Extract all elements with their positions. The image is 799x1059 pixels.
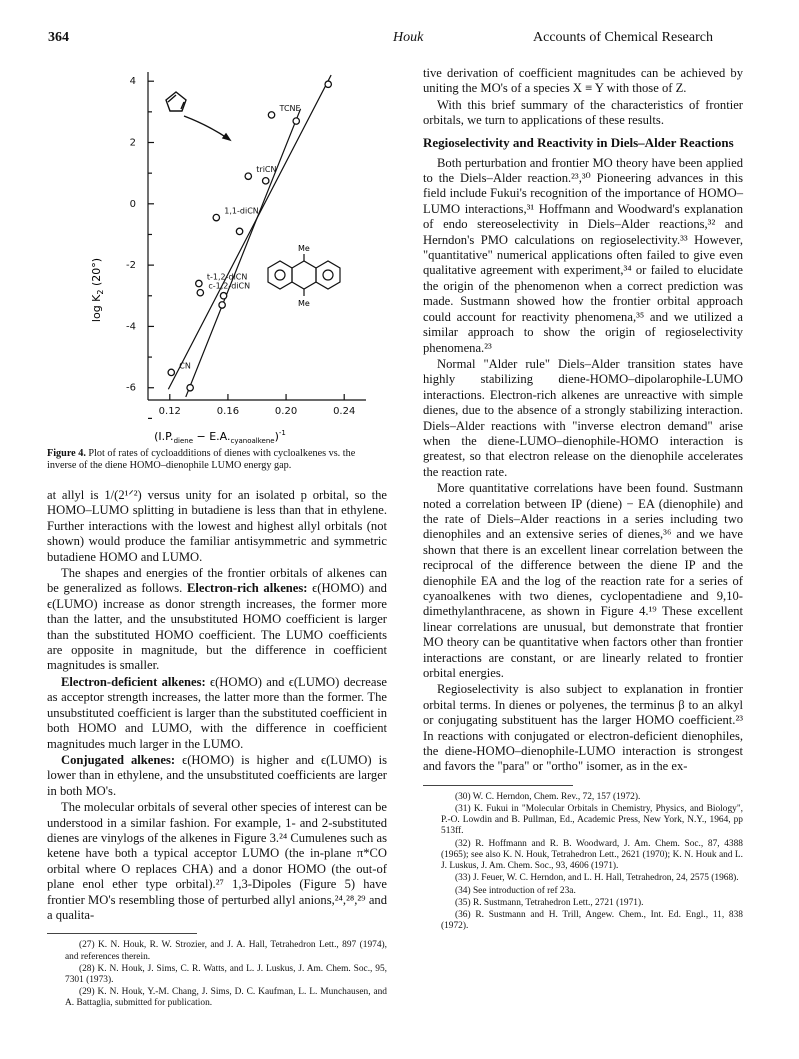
y-tick-label: 0 bbox=[129, 198, 136, 210]
footnote: (30) W. C. Herndon, Chem. Rev., 72, 157 (1972). bbox=[455, 791, 641, 802]
paragraph: More quantitative correlations have been found. Sustmann noted a correlation between IP (diene) − EA (dienophile) and the rate of Diels–Alder reactions in a series including two dienophiles and an extensive series of dienes,³⁶ and we have shown that there is an excellent linear correlation between the reciprocal of the difference between the diene IP and the dienophile EA and the log of the reaction rate for a series of cyanoalkenes with two dienes, cyclopentadiene and 9,10-dimethylanthracene, as shown in Figure 4.¹⁹ These excellent linear correlations are unusual, but demonstrate that frontier MO theory can be quantitative when factors other than frontier interactions are constant, or are linearly related to frontier orbital energies. bbox=[423, 481, 743, 681]
point-label: triCN bbox=[256, 165, 277, 175]
paragraph: Electron-deficient alkenes: ϵ(HOMO) and ϵ(LUMO) decrease as acceptor strength increases, the latter more than the former. The unsubstituted coefficient is larger than the substituted coefficient in both HOMO and LUMO, with the difference in coefficient magnitudes much larger in the LUMO. bbox=[47, 674, 387, 751]
paragraph: tive derivation of coefficient magnitudes can be achieved by uniting the MO's of a species X ≡ Y with those of Z. bbox=[423, 66, 743, 96]
paragraph: The shapes and energies of the frontier orbitals of alkenes can be generalized as follows. Electron-rich alkenes: ϵ(HOMO) and ϵ(LUMO) increase as donor strength increases, the former more than the latter, and the unsubstituted HOMO coefficient is larger than the substituted HOMO coefficient. The LUMO coefficients are opposite in magnitude, but the difference in coefficient magnitudes is smaller. bbox=[47, 566, 387, 673]
x-axis-label: $(I.P._{diene} - E.A._{cyanoalkene})^{-1}$ bbox=[154, 429, 286, 445]
data-point bbox=[219, 302, 225, 308]
y-tick-label: -2 bbox=[126, 260, 136, 272]
point-label: TCNE bbox=[279, 103, 301, 113]
point-label: c-1,2-diCN bbox=[208, 281, 251, 291]
point-label: CN bbox=[179, 361, 191, 371]
footnote: (32) R. Hoffmann and R. B. Woodward, J. Am. Chem. Soc., 87, 4388 (1965); see also K. N. Houk, Tetrahedron Lett., 2621 (1970); K. N. Houk and L. J. Luskus, J. Am. Chem. Soc., 93, 4606 (1971). bbox=[441, 838, 743, 872]
x-tick-label: 0.12 bbox=[158, 406, 181, 417]
page-number: 364 bbox=[48, 30, 69, 45]
footnote: (29) K. N. Houk, Y.-M. Chang, J. Sims, D. C. Kaufman, L. L. Munchausen, and A. Battaglia, submitted for publication. bbox=[65, 987, 387, 1009]
y-axis-label: $\log K_2$ (20°) bbox=[90, 257, 105, 323]
left-column-body bbox=[47, 488, 387, 1011]
data-point bbox=[213, 214, 219, 220]
cyclopentadiene-fit-line bbox=[168, 75, 331, 389]
paragraph: Regioselectivity is also subject to explanation in frontier orbital terms. In dienes or polyenes, the terminus β to an alkyl or conjugating substituent has the larger HOMO coefficient.²³ In reactions with conjugated or electron-deficient dienophiles, the diene-HOMO–dienophile-LUMO interaction is strongest and favors the "para" or "ortho" isomer, as in the ex- bbox=[423, 682, 743, 774]
footnote: (36) R. Sustmann and H. Trill, Angew. Chem., Int. Ed. Engl., 11, 838 (1972). bbox=[441, 909, 743, 932]
point-label: t-1,2-diCN bbox=[206, 272, 248, 282]
right-column-body bbox=[423, 66, 743, 933]
data-point bbox=[187, 385, 193, 391]
footnote-rule bbox=[47, 933, 197, 934]
running-journal: Accounts of Chemical Research bbox=[533, 30, 713, 45]
figure-caption bbox=[47, 448, 387, 472]
data-point bbox=[293, 118, 299, 124]
data-point bbox=[263, 178, 269, 184]
data-point bbox=[168, 369, 174, 375]
paragraph: at allyl is 1/(2¹ᐟ²) versus unity for an isolated p orbital, so the HOMO–LUMO splitting in butadiene is less than that in ethylene. Further interactions with the lowest and highest allyl orbitals (not shown) would produce the familiar antisymmetric and symmetric butadiene HOMO and LUMO. bbox=[47, 488, 387, 564]
figure-4-plot bbox=[60, 58, 390, 448]
footnote: (35) R. Sustmann, Tetrahedron Lett., 2721 (1971). bbox=[455, 897, 644, 908]
footnote: (33) J. Feuer, W. C. Herndon, and L. H. Hall, Tetrahedron, 24, 2575 (1968). bbox=[455, 873, 739, 884]
data-point bbox=[197, 290, 203, 296]
footnote: (34) See introduction of ref 23a. bbox=[455, 885, 576, 896]
paragraph: Normal "Alder rule" Diels–Alder transition states have highly stabilizing diene-HOMO–dipolarophile-LUMO interactions. Electron-rich alkenes are unreactive with simple dienes, due to the absence of a strongly stabilizing interaction. Diels–Alder reactions with "inverse electron demand" arise when the diene-LUMO–dienophile-HOMO interaction is greatest, so that electron release on the dienophile accelerates the reaction rate. bbox=[423, 356, 743, 479]
y-tick-label: 4 bbox=[129, 76, 136, 88]
cyclopentadiene-structure bbox=[166, 92, 230, 140]
footnote: (27) K. N. Houk, R. W. Strozier, and J. A. Hall, Tetrahedron Lett., 897 (1974), and references therein. bbox=[65, 940, 387, 962]
paragraph: Both perturbation and frontier MO theory have been applied to the Diels–Alder reaction.²³,³⁰ Pioneering advances in this field include Fukui's recognition of the importance of HOMO–LUMO interactions,³¹ Hoffmann and Woodward's explanation of endo stereoselectivity in Diels–Alder reactions,³² and Herndon's PMO calculations on regioselectivity.³³ However, "quantitative" numerical applications often failed to give even qualitative agreement with experiment,³⁴ or failed to elucidate the origin of the phenomenon when a correct prediction was made. Sustmann showed how the frontier orbital approach could account for reactivity phenomena,³⁵ and we utilized a similar approach to show the origin of regioselectivity phenomena.²³ bbox=[423, 155, 743, 355]
methyl-label-bottom: Me bbox=[298, 299, 310, 308]
methyl-label-top: Me bbox=[298, 244, 310, 253]
footnote-rule bbox=[423, 785, 573, 786]
paragraph: The molecular orbitals of several other species of interest can be understood in a similar fashion. For example, 1- and 2-substituted dienes are vinylogs of the alkenes in Figure 3.²⁴ Cumulenes such as ketene have both a typical acceptor LUMO (the in-plane π*CO orbital where O replaces CHA) and a donor HOMO (the out-of plane enol ether type orbital).²⁷ 1,3-Dipoles (Figure 5) have frontier MO's resembling those of perturbed allyl anions,²⁴,²⁸,²⁹ and a qualita- bbox=[47, 800, 387, 922]
dimethylanthracene-structure bbox=[268, 254, 340, 296]
footnote: (28) K. N. Houk, J. Sims, C. R. Watts, and L. J. Luskus, J. Am. Chem. Soc., 95, 7301 (1973). bbox=[65, 963, 387, 985]
paragraph: With this brief summary of the characteristics of frontier orbitals, we turn to applications of these results. bbox=[423, 97, 743, 128]
y-tick-label: 2 bbox=[129, 137, 136, 149]
figure-4 bbox=[60, 58, 390, 448]
section-heading: Regioselectivity and Reactivity in Diels–Alder Reactions bbox=[423, 134, 734, 150]
data-point bbox=[268, 112, 274, 118]
paragraph: Conjugated alkenes: ϵ(HOMO) is higher and ϵ(LUMO) is lower than in ethylene, and the unsubstituted coefficients are larger in both MO's. bbox=[47, 752, 388, 798]
data-point bbox=[196, 280, 202, 286]
x-tick-label: 0.24 bbox=[333, 406, 356, 417]
running-author: Houk bbox=[393, 30, 424, 45]
dimethylanthracene-fit-line bbox=[186, 109, 301, 397]
data-point bbox=[236, 228, 242, 234]
footnote: (31) K. Fukui in "Molecular Orbitals in Chemistry, Physics, and Biology", P.-O. Lowdin and B. Pullman, Ed., Academic Press, New York, N.Y., 1964, pp 513ff. bbox=[441, 804, 743, 837]
figure-caption-label: Figure 4. bbox=[47, 448, 86, 459]
data-point bbox=[325, 81, 331, 87]
data-point bbox=[220, 293, 226, 299]
point-label: 1,1-diCN bbox=[224, 206, 259, 216]
data-point bbox=[245, 173, 251, 179]
figure-caption-text: Plot of rates of cycloadditions of dienes with cycloalkenes vs. the inverse of the diene HOMO–dienophile LUMO energy gap. bbox=[47, 448, 356, 471]
y-tick-label: -4 bbox=[126, 321, 136, 333]
x-tick-label: 0.20 bbox=[274, 406, 298, 417]
y-tick-label: -6 bbox=[126, 382, 136, 394]
x-tick-label: 0.16 bbox=[216, 406, 240, 417]
